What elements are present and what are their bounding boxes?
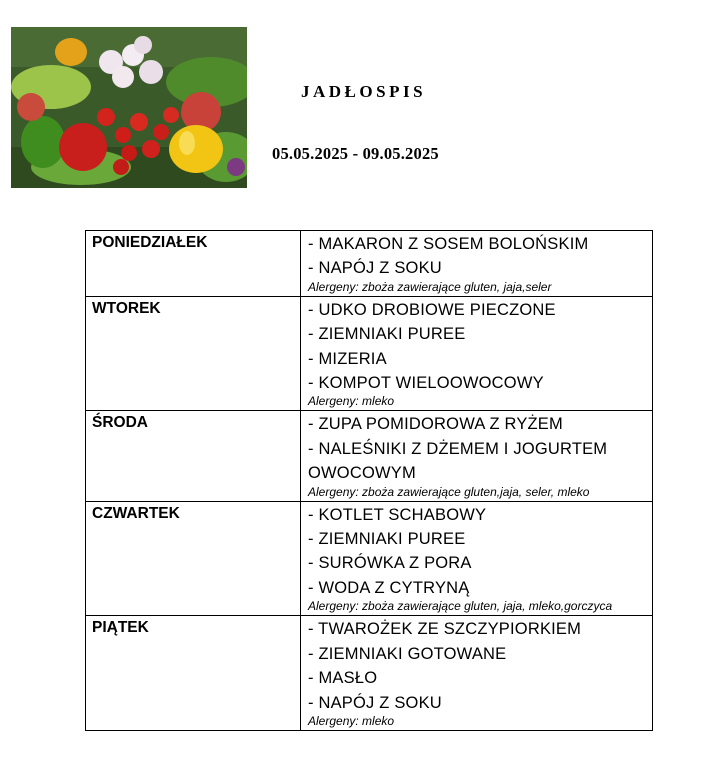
table-row xyxy=(86,411,653,501)
dish: - WODA Z CYTRYNĄ xyxy=(308,578,470,597)
dish: - TWAROŻEK ZE SZCZYPIORKIEM xyxy=(308,620,582,639)
day-name: CZWARTEK xyxy=(86,501,301,616)
dish: - KOMPOT WIELOOWOCOWY xyxy=(308,374,544,393)
dish: - SURÓWKA Z PORA xyxy=(308,554,472,573)
allergens-note: Alergeny: zboża zawierające gluten,jaja, seler, mleko xyxy=(308,484,590,499)
table-row xyxy=(86,296,653,411)
dish: - ZIEMNIAKI GOTOWANE xyxy=(308,644,507,663)
meals-cell xyxy=(301,411,653,501)
dish: - NAPÓJ Z SOKU xyxy=(308,693,442,712)
meals-cell xyxy=(301,231,653,297)
dish: - NAPÓJ Z SOKU xyxy=(308,259,442,278)
day-name: PIĄTEK xyxy=(86,616,301,731)
dish: - ZIEMNIAKI PUREE xyxy=(308,325,466,344)
menu-table xyxy=(85,230,653,731)
allergens-note: Alergeny: mleko xyxy=(308,713,395,728)
dish: - NALEŚNIKI Z DŻEMEM I JOGURTEM OWOCOWYM xyxy=(308,439,608,483)
dish: - ZUPA POMIDOROWA Z RYŻEM xyxy=(308,415,563,434)
table-row xyxy=(86,616,653,731)
allergens-note: Alergeny: mleko xyxy=(308,394,395,409)
day-name: WTOREK xyxy=(86,296,301,411)
table-row xyxy=(86,231,653,297)
day-name: PONIEDZIAŁEK xyxy=(86,231,301,297)
dish: - UDKO DROBIOWE PIECZONE xyxy=(308,300,556,319)
meals-cell xyxy=(301,501,653,616)
day-name: ŚRODA xyxy=(86,411,301,501)
meals-cell xyxy=(301,616,653,731)
dish: - MASŁO xyxy=(308,669,378,688)
dish: - MAKARON Z SOSEM BOLOŃSKIM xyxy=(308,235,589,253)
date-range: 05.05.2025 - 09.05.2025 xyxy=(272,144,439,163)
page-title: JADŁOSPIS xyxy=(301,82,427,101)
allergens-note: Alergeny: zboża zawierające gluten, jaja,seler xyxy=(308,279,552,294)
table-row xyxy=(86,501,653,616)
allergens-note: Alergeny: zboża zawierające gluten, jaja, mleko,gorczyca xyxy=(308,599,613,614)
dish: - ZIEMNIAKI PUREE xyxy=(308,530,466,549)
dish: - KOTLET SCHABOWY xyxy=(308,505,487,524)
vegetables-photo xyxy=(11,27,247,188)
meals-cell xyxy=(301,296,653,411)
dish: - MIZERIA xyxy=(308,349,387,368)
